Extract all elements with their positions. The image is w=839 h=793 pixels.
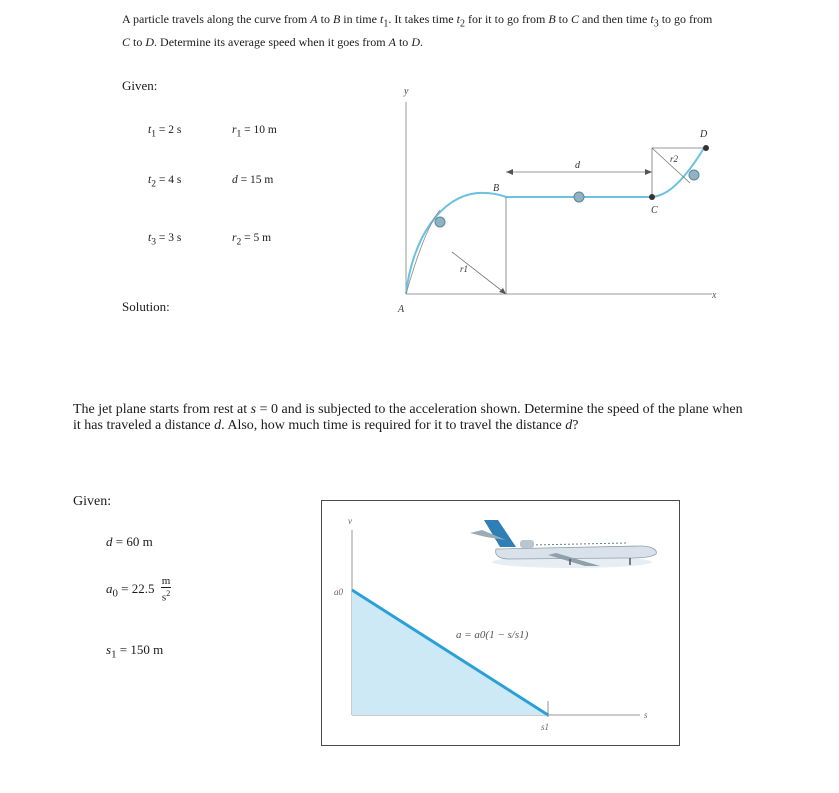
y-axis-label: y [404,86,409,97]
label-c: C [651,205,658,216]
given-t2: $t_2 = 4$ s [148,174,182,190]
point-c [649,194,655,200]
s1-label: s1 [541,722,550,732]
label-a: A [398,304,405,315]
label-r2: r2 [670,154,679,164]
given-r2: $r_2 = 5$ m [232,232,272,248]
jet-plane-illustration [470,520,656,568]
label-d-point: D [700,129,708,140]
problem1-solution-label: Solution: [122,299,170,314]
problem2-statement: The jet plane starts from rest at s = 0 and is subjected to the acceleration shown. Determine the speed of the plane when it has traveled a distance d. Also, how much time is required for it to travel the distance d? [73,402,743,433]
particle-2 [574,192,584,202]
particle-path [406,148,704,294]
acceleration-chart [322,501,679,745]
given-a0: $a_0 = 22.5$ $\frac{m}{s^2}$ [106,575,171,604]
particle-3 [689,170,699,180]
problem1-given-label: Given: [122,78,158,93]
label-r1: r1 [460,264,469,274]
label-b: B [493,183,500,194]
unit-fraction: $\frac{m}{s^2}$ [161,575,171,604]
given-distance: d = 60 m [106,534,153,549]
particle-1 [435,217,445,227]
given-r1: $r_1 = 10$ m [232,124,277,140]
given-t3: $t_3 = 3$ s [148,232,182,248]
given-t1: $t_1 = 2$ s [148,124,182,140]
given-s1: $s_1 = 150$ m [106,642,164,661]
path-figure [388,82,728,318]
label-d-distance: d [575,160,580,171]
problem1-statement: A particle travels along the curve from A to B in time $t_1$. It takes time $t_2$ for it to go from B to C and then time $t_3$ to go from C to D. Determine its average speed when it goes from A to D. [122,12,713,50]
v-axis-label: v [348,516,352,526]
acceleration-formula: a = a0(1 − s/s1) [456,629,529,641]
given-d: d = 15 m [232,174,274,186]
point-d [703,145,709,151]
problem2-given-label: Given: [73,494,112,509]
a0-label: a0 [334,587,343,597]
s-axis-label: s [644,710,648,720]
x-axis-label: x [712,290,717,301]
